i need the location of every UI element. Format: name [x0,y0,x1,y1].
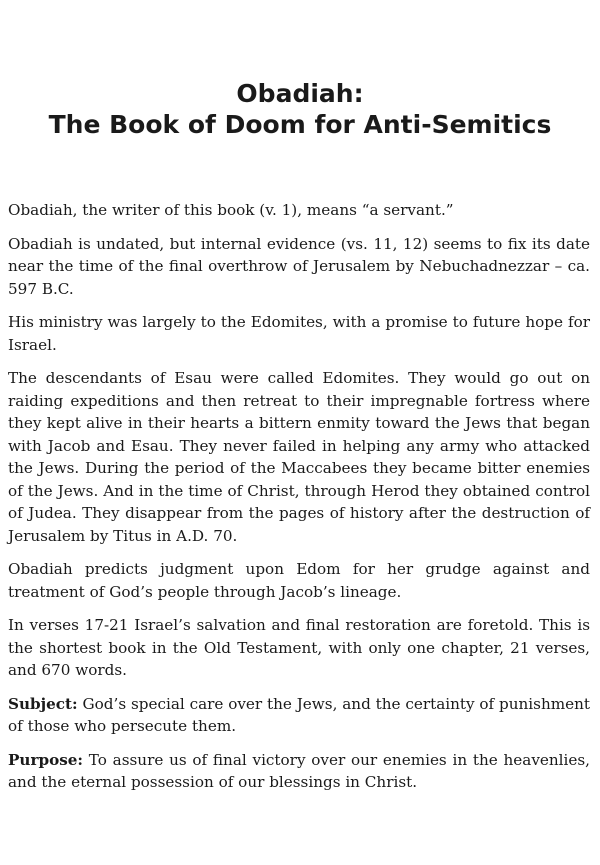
title-line-2: The Book of Doom for Anti-Semitics [48,110,552,139]
paragraph-date: Obadiah is undated, but internal evidence (vs. 11, 12) seems to fix its date near the time of the final overthrow of Jerusalem by Nebuchadnezzar – ca. 597 B.C. [8,234,590,298]
paragraph-edomites: The descendants of Esau were called Edomites. They would go out on raiding expeditions and then retreat to their impregnable fortress where they kept alive in their hearts a bittern enmity toward the Jews that began with Jacob and Esau. They never failed in helping any army who attacked the Jews. During the period of the Maccabees they became bitter enemies of the Jews. And in the time of Christ, through Herod they obtained control of Judea. They disappear from the pages of history after the destruction of Jerusalem by Titus in A.D. 70. [8,369,590,545]
paragraph-ministry: His ministry was largely to the Edomites, with a promise to future hope for Israel. [8,313,590,354]
paragraph-subject [8,693,590,738]
paragraph-purpose [8,749,590,794]
page-title [0,78,600,140]
purpose-text: To assure us of final victory over our enemies in the heavenlies, and the eternal possession of our blessings in Christ. [8,750,590,791]
subject-label: Subject: [8,694,78,713]
paragraph-judgment: Obadiah predicts judgment upon Edom for her grudge against and treatment of God’s people through Jacob’s lineage. [8,560,590,601]
paragraph-author: Obadiah, the writer of this book (v. 1), means “a servant.” [8,201,454,219]
document-body [8,199,590,805]
title-line-1: Obadiah: [236,79,364,108]
subject-text: God’s special care over the Jews, and the certainty of punishment of those who persecute them. [8,694,590,735]
purpose-label: Purpose: [8,750,84,769]
paragraph-restoration: In verses 17-21 Israel’s salvation and final restoration are foretold. This is the shortest book in the Old Testament, with only one chapter, 21 verses, and 670 words. [8,616,590,679]
